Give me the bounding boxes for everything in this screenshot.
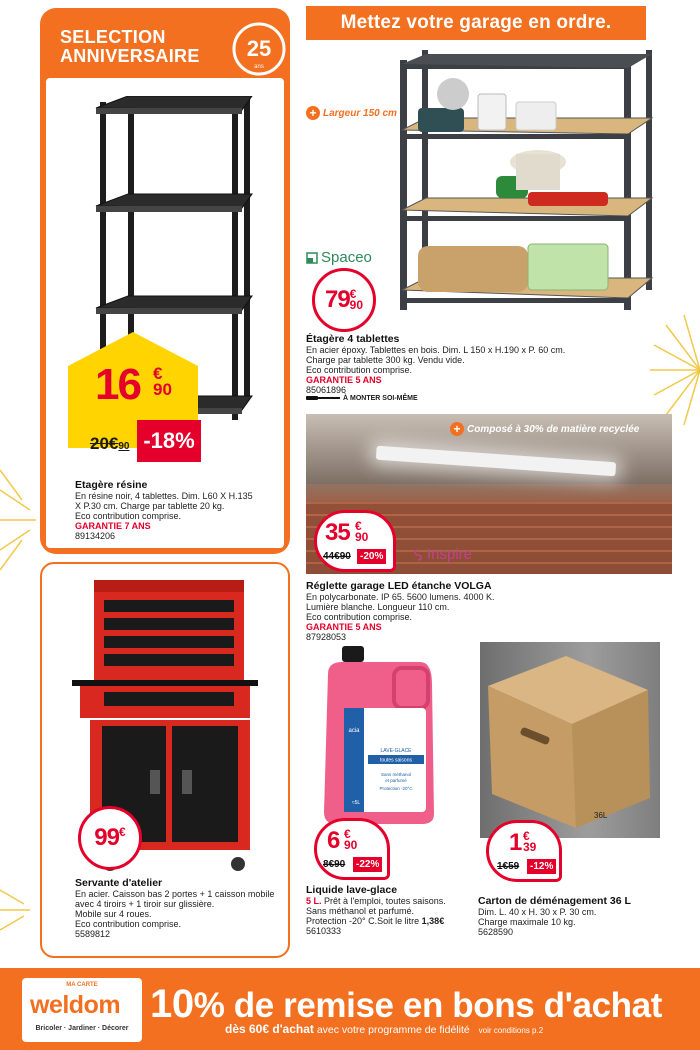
liquide-price: 6 € 90 8€90 -22% xyxy=(314,818,390,880)
spaceo-logo-icon xyxy=(306,252,318,264)
carton-price: 1 € 39 1€59 -12% xyxy=(486,820,562,882)
screwdriver-icon xyxy=(306,394,340,402)
product-name[interactable]: Liquide lave-glace xyxy=(306,884,398,896)
brand-inspire: Inspire xyxy=(412,546,472,563)
loyalty-footer-banner xyxy=(0,968,700,1050)
svg-text:36L: 36L xyxy=(594,811,608,820)
etagere-resine-details: Etagère résine En résine noir, 4 tablettes. Dim. L60 X H.135 X P.30 cm. Charge par tablette 20 kg. Eco contribution comprise. GARANTIE 7 ANS 89134206 xyxy=(75,479,275,541)
etagere-resine-old-price: 20€90 xyxy=(90,434,130,453)
svg-text:ans: ans xyxy=(254,64,264,70)
svg-text:acia: acia xyxy=(348,728,360,734)
liquide-lave-glace-image[interactable] xyxy=(318,644,444,826)
etagere-resine-price: 16 € 90 xyxy=(95,360,172,409)
loyalty-offer-subtitle: dès 60€ d'achat avec votre programme de fidélité voir conditions p.2 xyxy=(225,1022,544,1036)
product-name[interactable]: Servante d'atelier xyxy=(75,877,163,889)
product-name[interactable]: Carton de déménagement 36 L xyxy=(478,895,631,907)
etagere-4-details: Étagère 4 tablettes En acier époxy. Tablettes en bois. Dim. L 150 x H.190 x P. 60 cm. Charge par tablette 300 kg. Vendu vide. Eco contribution comprise. GARANTIE 5 ANS 85061896 xyxy=(306,333,596,395)
product-ref: 89134206 xyxy=(75,531,116,541)
reglette-price: 35 € 90 44€90 -20% xyxy=(314,510,396,572)
loyalty-offer-headline: 10% de remise en bons d'achat xyxy=(150,982,662,1026)
guarantee-label: GARANTIE 7 ANS xyxy=(75,521,151,531)
weldom-logo[interactable]: MA CARTE weldom Bricoler · Jardiner · Décorer xyxy=(22,978,142,1042)
anniversary-25-icon xyxy=(228,18,290,80)
svg-text:≈5L: ≈5L xyxy=(351,800,361,806)
servante-details: Servante d'atelier En acier. Caisson bas 2 portes + 1 caisson mobile avec 4 tiroirs + 1 tiroir sur glissière. Mobile sur 4 roues. Eco contribution comprise. 5589812 xyxy=(75,877,285,939)
etagere-4-tablettes-image[interactable] xyxy=(398,50,660,320)
liquide-details: Liquide lave-glace 5 L. Prêt à l'emploi, toutes saisons. Sans méthanol et parfumé. Protection -20° C.Soit le litre 1,38€ 5610333 xyxy=(306,884,476,936)
product-ref: 5628590 xyxy=(478,927,514,937)
product-name[interactable]: Etagère résine xyxy=(75,479,148,491)
reglette-details: Réglette garage LED étanche VOLGA En polycarbonate. IP 65. 5600 lumens. 4000 K. Lumière blanche. Longueur 110 cm. Eco contribution comprise. GARANTIE 5 ANS 87928053 xyxy=(306,580,596,642)
plus-icon: + xyxy=(450,422,464,436)
plus-icon: + xyxy=(306,106,320,120)
section-banner: Mettez votre garage en ordre. xyxy=(306,6,646,40)
etagere-4-price: 79 € 90 xyxy=(312,268,376,332)
product-ref: 85061896 xyxy=(306,385,347,395)
svg-text:et parfumé: et parfumé xyxy=(385,778,407,783)
firework-left-decoration xyxy=(0,430,40,610)
inspire-logo-icon xyxy=(412,549,424,561)
product-name[interactable]: Étagère 4 tablettes xyxy=(306,333,400,345)
svg-text:Sans méthanol: Sans méthanol xyxy=(380,772,412,777)
selection-anniversaire-title: SELECTION ANNIVERSAIRE xyxy=(60,27,200,66)
brand-spaceo: Spaceo xyxy=(306,249,372,266)
product-name[interactable]: Réglette garage LED étanche VOLGA xyxy=(306,580,492,592)
guarantee-label: GARANTIE 5 ANS xyxy=(306,375,382,385)
product-ref: 87928053 xyxy=(306,632,347,642)
recycled-material-tag: + Composé à 30% de matière recyclée xyxy=(450,422,639,436)
svg-text:LAVE-GLACE: LAVE-GLACE xyxy=(380,748,412,754)
product-ref: 5589812 xyxy=(75,929,111,939)
carton-demenagement-image[interactable] xyxy=(480,642,660,838)
svg-text:toutes saisons: toutes saisons xyxy=(380,757,412,764)
servante-price: 99 € xyxy=(78,806,142,870)
product-ref: 5610333 xyxy=(306,926,342,936)
guarantee-label: GARANTIE 5 ANS xyxy=(306,622,382,632)
carton-details: Carton de déménagement 36 L Dim. L. 40 x H. 30 x P. 30 cm. Charge maximale 10 kg. 5628590 xyxy=(478,895,678,937)
largeur-tag: + Largeur 150 cm xyxy=(306,106,397,120)
svg-text:Protection -20°C: Protection -20°C xyxy=(379,786,413,791)
assembly-note: À MONTER SOI-MÊME xyxy=(306,394,418,402)
firework-bottom-left-decoration xyxy=(0,860,38,960)
etagere-resine-discount: -18% xyxy=(137,420,201,462)
svg-text:25: 25 xyxy=(246,36,272,61)
